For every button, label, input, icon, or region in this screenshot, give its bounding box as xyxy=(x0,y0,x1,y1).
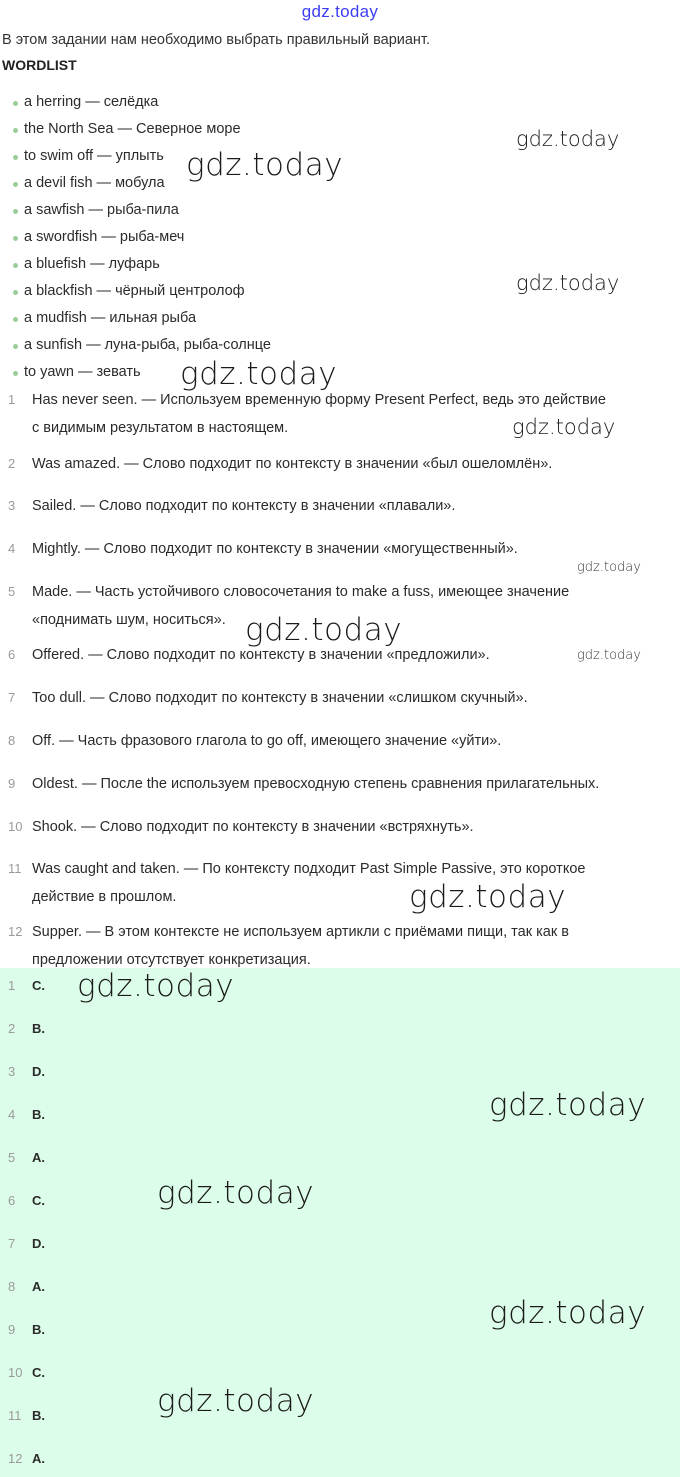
watermark: gdz.today xyxy=(512,415,616,439)
explanation-text: Too dull. — Слово подходит по контексту в значении «слишком скучный». xyxy=(32,690,528,706)
answer-letter: C. xyxy=(32,1193,45,1208)
item-number: 10 xyxy=(8,819,23,834)
wordlist-item: a swordfish — рыба-меч xyxy=(0,224,271,251)
item-number: 4 xyxy=(8,541,16,556)
wordlist-item: a sunfish — луна-рыба, рыба-солнце xyxy=(0,332,271,359)
bullet-icon xyxy=(13,209,18,214)
watermark: gdz.today xyxy=(516,127,620,151)
site-link[interactable]: gdz.today xyxy=(301,2,379,21)
explanation-item xyxy=(0,727,676,755)
item-number: 2 xyxy=(8,1021,16,1036)
bullet-icon xyxy=(13,182,18,187)
watermark: gdz.today xyxy=(409,879,567,915)
answer-letter: C. xyxy=(32,978,45,993)
explanation-item xyxy=(0,684,676,712)
answer-letter: A. xyxy=(32,1279,45,1294)
bullet-icon xyxy=(13,371,18,376)
item-number: 6 xyxy=(8,1193,16,1208)
explanation-text: Has never seen. — Используем временную форму Present Perfect, ведь это действие xyxy=(32,392,606,408)
explanation-text: Was amazed. — Слово подходит по контексту в значении «был ошеломлён». xyxy=(32,456,553,472)
item-number: 5 xyxy=(8,584,16,599)
explanation-text: Oldest. — После the используем превосходную степень сравнения прилагательных. xyxy=(32,776,600,792)
item-number: 5 xyxy=(8,1150,16,1165)
explanation-text: Offered. — Слово подходит по контексту в значении «предложили». xyxy=(32,647,490,663)
explanation-item xyxy=(0,492,676,520)
item-number: 9 xyxy=(8,776,16,791)
item-number: 6 xyxy=(8,647,16,662)
answer-letter: C. xyxy=(32,1365,45,1380)
task-intro: В этом задании нам необходимо выбрать правильный вариант. xyxy=(2,32,430,48)
explanation-text: Made. — Часть устойчивого словосочетания to make a fuss, имеющее значение xyxy=(32,584,570,600)
wordlist-item: to swim off — уплыть xyxy=(0,143,271,170)
item-number: 12 xyxy=(8,1451,23,1466)
bullet-icon xyxy=(13,317,18,322)
item-number: 3 xyxy=(8,1064,16,1079)
answer-letter: B. xyxy=(32,1408,45,1423)
explanation-item xyxy=(0,641,676,669)
item-number: 1 xyxy=(8,392,16,407)
explanation-item xyxy=(0,918,676,974)
item-number: 11 xyxy=(8,1408,22,1423)
watermark: gdz.today xyxy=(489,1295,647,1331)
explanation-item xyxy=(0,770,676,798)
wordlist-item: a mudfish — ильная рыба xyxy=(0,305,271,332)
watermark: gdz.today xyxy=(577,648,641,663)
explanation-text: Mightly. — Слово подходит по контексту в значении «могущественный». xyxy=(32,541,518,557)
explanation-text: Was caught and taken. — По контексту подходит Past Simple Passive, это короткое xyxy=(32,861,586,877)
explanation-item xyxy=(0,535,676,563)
watermark: gdz.today xyxy=(77,968,235,1004)
explanation-item xyxy=(0,855,676,911)
bullet-icon xyxy=(13,128,18,133)
watermark: gdz.today xyxy=(180,356,338,392)
wordlist xyxy=(0,89,271,386)
watermark: gdz.today xyxy=(157,1175,315,1211)
item-number: 11 xyxy=(8,861,22,876)
wordlist-item: a bluefish — луфарь xyxy=(0,251,271,278)
explanation-text: Supper. — В этом контексте не используем артикли с приёмами пищи, так как в xyxy=(32,924,569,940)
answer-letter: D. xyxy=(32,1236,45,1251)
item-number: 7 xyxy=(8,690,16,705)
bullet-icon xyxy=(13,290,18,295)
explanation-text-continued: с видимым результатом в настоящем. xyxy=(32,420,289,436)
wordlist-item: a devil fish — мобула xyxy=(0,170,271,197)
wordlist-item: a blackfish — чёрный центролоф xyxy=(0,278,271,305)
explanation-item xyxy=(0,578,676,634)
explanation-text-continued: «поднимать шум, носиться». xyxy=(32,612,226,628)
watermark: gdz.today xyxy=(157,1383,315,1419)
item-number: 7 xyxy=(8,1236,16,1251)
explanation-item xyxy=(0,386,676,442)
wordlist-item: the North Sea — Северное море xyxy=(0,116,271,143)
explanation-text: Shook. — Слово подходит по контексту в значении «встряхнуть». xyxy=(32,819,474,835)
explanation-item xyxy=(0,813,676,841)
explanation-text: Sailed. — Слово подходит по контексту в значении «плавали». xyxy=(32,498,456,514)
item-number: 3 xyxy=(8,498,16,513)
watermark: gdz.today xyxy=(245,612,403,648)
answer-letter: B. xyxy=(32,1107,45,1122)
explanation-text-continued: действие в прошлом. xyxy=(32,889,177,905)
wordlist-item: a herring — селёдка xyxy=(0,89,271,116)
answers-panel xyxy=(0,968,680,1477)
bullet-icon xyxy=(13,344,18,349)
item-number: 2 xyxy=(8,456,16,471)
watermark: gdz.today xyxy=(516,271,620,295)
answer-letter: B. xyxy=(32,1021,45,1036)
item-number: 1 xyxy=(8,978,16,993)
item-number: 8 xyxy=(8,1279,16,1294)
watermark: gdz.today xyxy=(577,560,641,575)
bullet-icon xyxy=(13,155,18,160)
item-number: 9 xyxy=(8,1322,16,1337)
item-number: 12 xyxy=(8,924,23,939)
explanation-text-continued: предложении отсутствует конкретизация. xyxy=(32,952,311,968)
explanation-item xyxy=(0,450,676,478)
item-number: 10 xyxy=(8,1365,23,1380)
explanation-text: Off. — Часть фразового глагола to go off, имеющего значение «уйти». xyxy=(32,733,502,749)
bullet-icon xyxy=(13,263,18,268)
answer-letter: A. xyxy=(32,1150,45,1165)
answer-letter: D. xyxy=(32,1064,45,1079)
answer-letter: B. xyxy=(32,1322,45,1337)
bullet-icon xyxy=(13,101,18,106)
bullet-icon xyxy=(13,236,18,241)
wordlist-item: to yawn — зевать xyxy=(0,359,271,386)
item-number: 8 xyxy=(8,733,16,748)
wordlist-title: WORDLIST xyxy=(2,57,77,73)
watermark: gdz.today xyxy=(489,1087,647,1123)
watermark: gdz.today xyxy=(186,147,344,183)
wordlist-item: a sawfish — рыба-пила xyxy=(0,197,271,224)
item-number: 4 xyxy=(8,1107,16,1122)
answer-letter: A. xyxy=(32,1451,45,1466)
